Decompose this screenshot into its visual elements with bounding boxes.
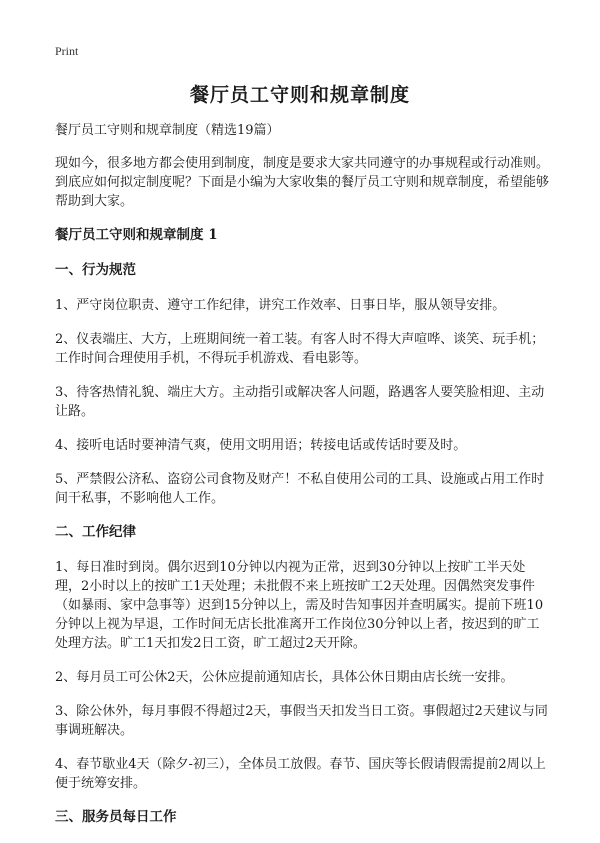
part2-item: 4、春节歇业4天（除夕-初三），全体员工放假。春节、国庆等长假请假需提前2周以上便于统筹安排。 bbox=[55, 757, 546, 791]
section-title: 餐厅员工守则和规章制度 1 bbox=[55, 227, 218, 243]
part1-item: 1、严守岗位职责、遵守工作纪律，讲究工作效率、日事日毕，服从领导安排。 bbox=[55, 298, 506, 313]
document-title: 餐厅员工守则和规章制度 bbox=[189, 84, 410, 106]
part2-item: 3、除公休外，每月事假不得超过2天，事假当天扣发当日工资。事假超过2天建议与同事调班解决。 bbox=[55, 704, 548, 738]
part1-item: 5、严禁假公济私、盗窃公司食物及财产！不私自使用公司的工具、设施或占用工作时间干私事，不影响他人工作。 bbox=[55, 472, 545, 506]
document-body bbox=[55, 121, 550, 843]
part2-heading: 二、工作纪律 bbox=[55, 524, 136, 540]
document-subtitle: 餐厅员工守则和规章制度（精选19篇） bbox=[55, 123, 280, 138]
intro-paragraph: 现如今，很多地方都会使用到制度，制度是要求大家共同遵守的办事规程或行动准则。到底应如何拟定制度呢？下面是小编为大家收集的餐厅员工守则和规章制度，希望能够帮助到大家。 bbox=[55, 156, 550, 209]
part1-heading: 一、行为规范 bbox=[55, 262, 136, 278]
part1-item: 2、仪表端庄、大方，上班期间统一着工装。有客人时不得大声喧哗、谈笑、玩手机；工作时间合理使用手机，不得玩手机游戏、看电影等。 bbox=[55, 332, 545, 366]
print-label: Print bbox=[55, 44, 79, 58]
part3-heading: 三、服务员每日工作 bbox=[55, 809, 177, 825]
part1-item: 3、待客热情礼貌、端庄大方。主动指引或解决客人问题，路遇客人要笑脸相迎、主动让路。 bbox=[55, 385, 545, 419]
part2-item: 2、每月员工可公休2天，公休应提前通知店长，具体公休日期由店长统一安排。 bbox=[55, 670, 514, 685]
part2-item: 1、每日准时到岗。偶尔迟到10分钟以内视为正常，迟到30分钟以上按旷工半天处理，2小时以上的按旷工1天处理；未批假不来上班按旷工2天处理。因偶然突发事件（如暴雨、家中急事等）迟到15分钟以上，需及时告知事因并查明属实。提前下班10分钟以上视为早退，工作时间无店长批准离开工作岗位30分钟以上者，按迟到的旷工处理方法。旷工1天扣发2日工资，旷工超过2天开除。 bbox=[55, 560, 544, 651]
part1-item: 4、接听电话时要神清气爽，使用文明用语；转接电话或传话时要及时。 bbox=[55, 438, 467, 453]
